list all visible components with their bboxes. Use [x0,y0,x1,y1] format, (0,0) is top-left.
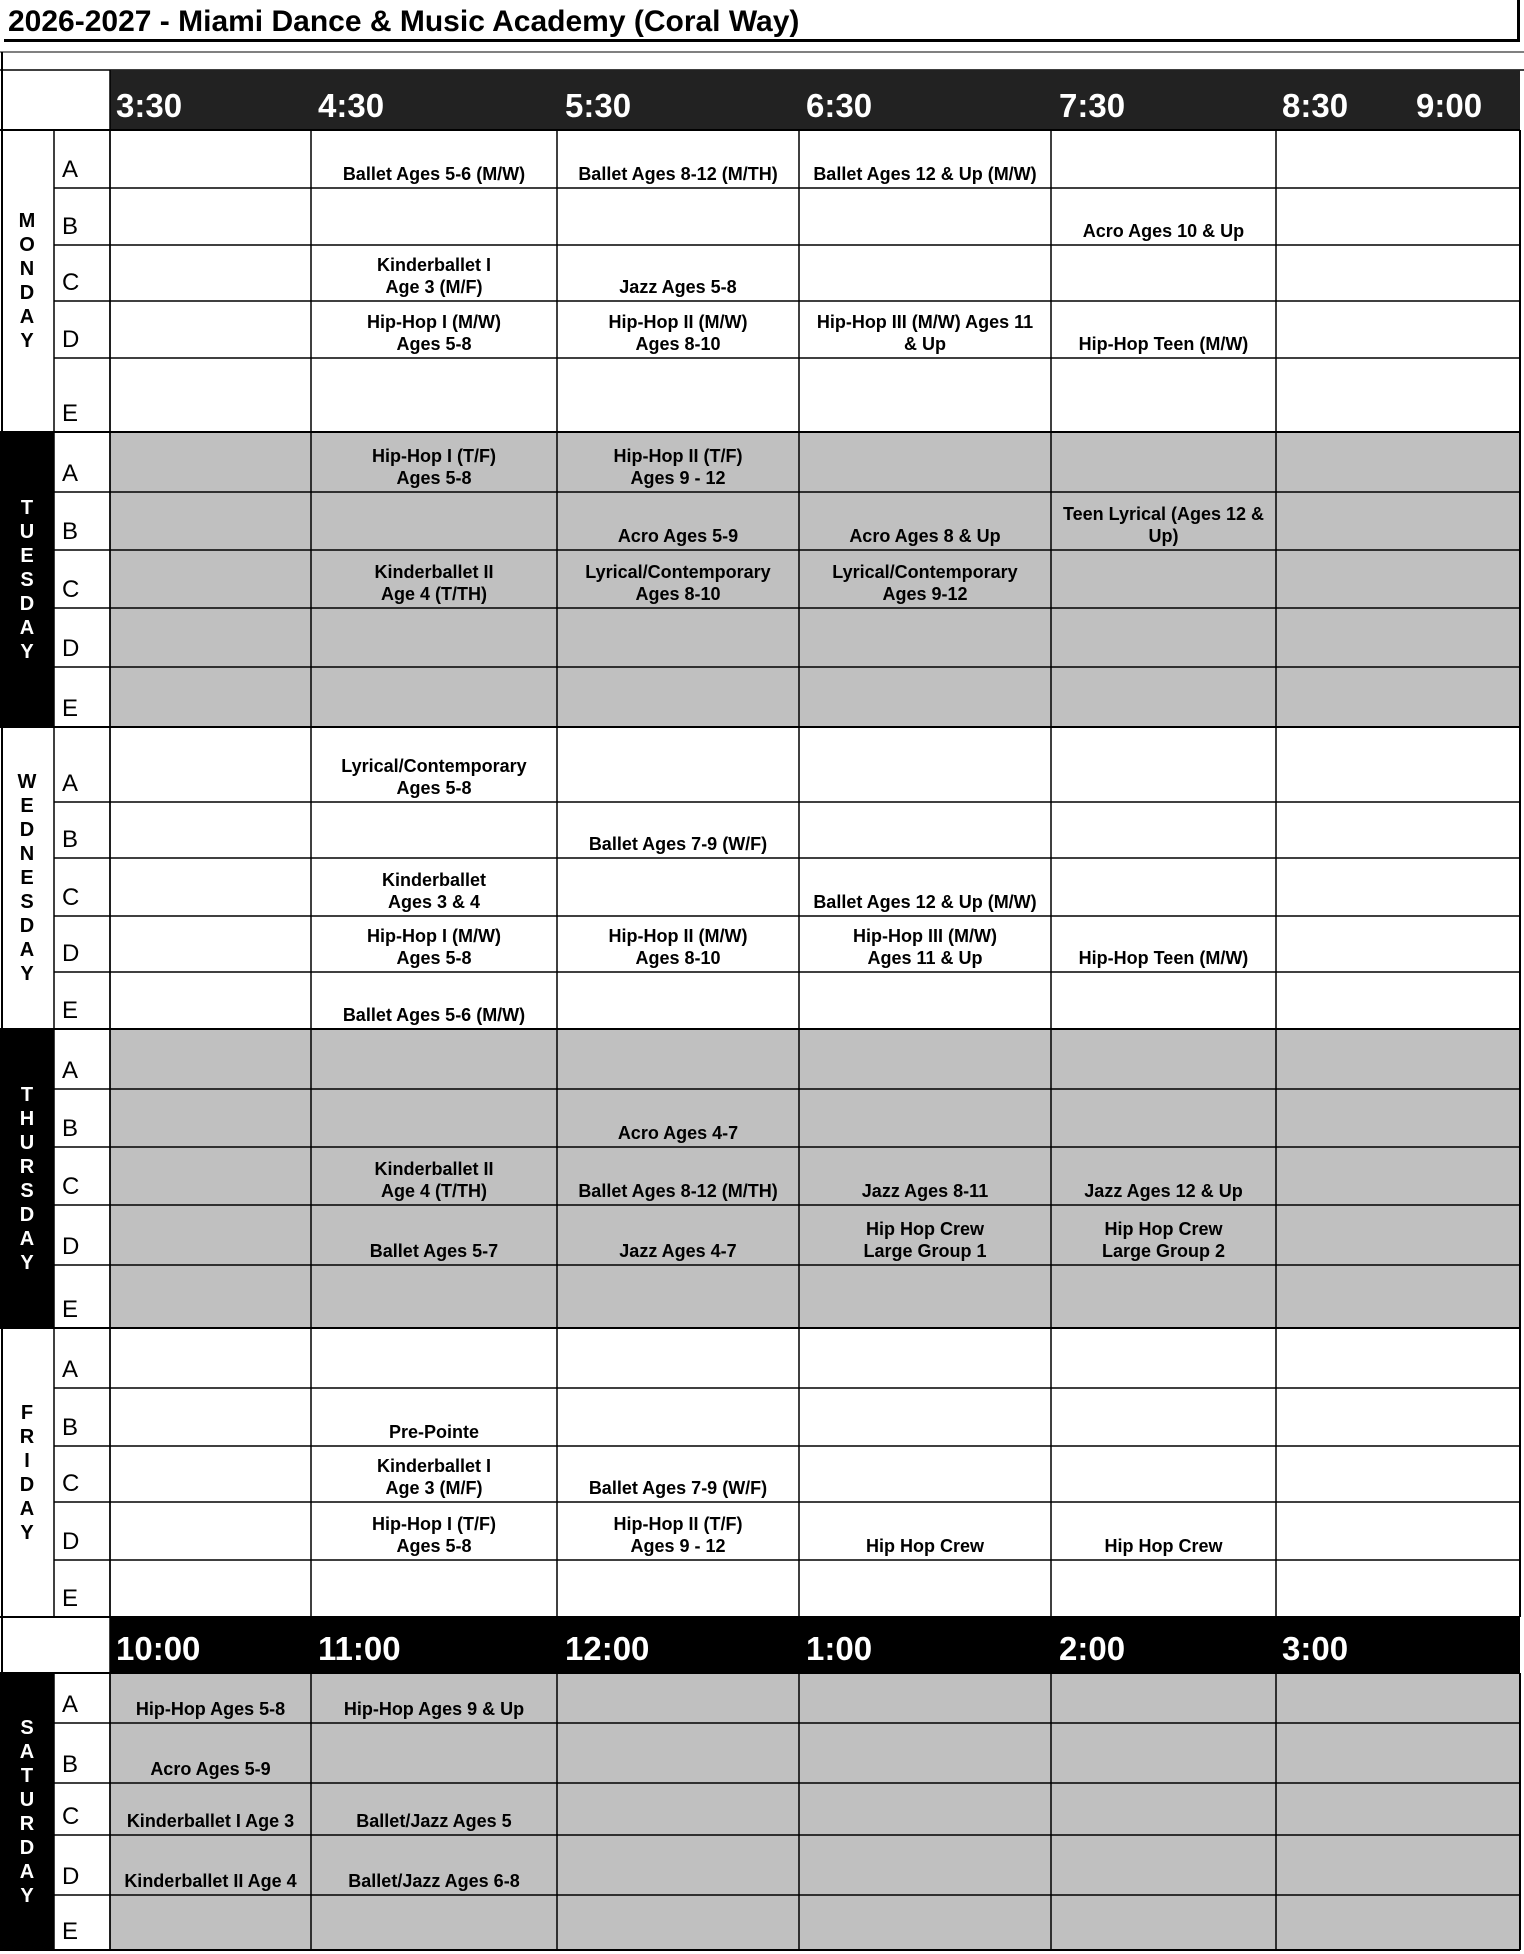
class-name: Acro Ages 10 & Up [1082,221,1245,241]
class-cell [311,1673,557,1723]
class-cell [799,1502,1051,1560]
day-letter: D [19,819,35,841]
room-label: B [62,213,79,240]
class-name: Kinderballet I Age 3 [126,1811,295,1831]
day-label-tuesday [0,432,54,727]
class-cell [1051,492,1276,550]
time-label: 10:00 [116,1630,201,1667]
class-cell [1051,1502,1276,1560]
day-label-wednesday [0,727,54,1029]
room-label: C [62,1803,80,1830]
class-name: Hip-Hop Teen (M/W) [1078,948,1249,968]
day-letter: Y [20,640,34,663]
day-letter: D [19,1203,35,1226]
time-label: 3:30 [116,87,183,124]
class-cell [557,1446,799,1502]
time-label: 2:00 [1059,1630,1126,1667]
class-cell [799,1147,1051,1205]
room-label: E [62,695,79,722]
day-letter: R [19,1155,35,1178]
day-label-monday [0,130,54,432]
class-cell [1051,301,1276,358]
room-label: C [62,1470,80,1497]
class-name: Hip-Hop I (T/F) Ages 5-8 [372,446,496,488]
class-name: Acro Ages 4-7 [617,1123,739,1143]
class-name: Ballet Ages 8-12 (M/TH) [578,1181,778,1201]
day-letter: F [20,1401,34,1424]
class-name: Hip-Hop III (M/W) Ages 11 & Up [816,312,1034,354]
class-name: Acro Ages 5-9 [150,1759,271,1779]
day-letter: A [19,306,35,328]
class-cell [311,1147,557,1205]
room-label: B [62,1115,79,1142]
class-name: Ballet Ages 12 & Up (M/W) [813,892,1037,912]
class-cell [557,492,799,550]
room-label: E [62,1918,79,1945]
page-title: 2026-2027 - Miami Dance & Music Academy (Coral Way) [4,0,1520,42]
room-label: C [62,576,80,603]
class-name: Kinderballet I Age 3 (M/F) [376,1456,492,1498]
class-name: Ballet/Jazz Ages 6-8 [348,1871,520,1891]
class-cell [799,492,1051,550]
class-cell [557,130,799,188]
day-letter: S [20,891,34,913]
room-label: C [62,884,80,911]
class-name: Hip Hop Crew [865,1536,984,1556]
time-label: 11:00 [318,1630,401,1667]
room-label: E [62,1585,79,1612]
class-name: Hip-Hop I (T/F) Ages 5-8 [372,1514,496,1556]
day-label-friday [0,1328,54,1617]
room-label: B [62,518,79,545]
day-label-saturday [0,1673,54,1950]
room-label: D [62,635,80,662]
class-name: Hip-Hop II (M/W) Ages 8-10 [608,926,748,968]
day-letter: Y [20,963,34,985]
class-name: Teen Lyrical (Ages 12 & Up) [1062,504,1265,546]
day-letter: Y [20,1884,34,1907]
class-name: Hip-Hop Ages 9 & Up [343,1699,525,1719]
class-name: Acro Ages 8 & Up [849,526,1001,546]
time-label: 3:00 [1282,1630,1349,1667]
day-letter: Y [20,330,34,352]
class-cell [557,1205,799,1265]
day-letter: U [19,520,35,543]
class-cell [557,432,799,492]
class-cell [311,916,557,972]
day-letter: A [19,1227,35,1250]
class-cell [1051,916,1276,972]
class-name: Acro Ages 5-9 [617,526,739,546]
day-letter: R [19,1425,35,1448]
class-cell [311,1446,557,1502]
class-name: Hip-Hop II (T/F) Ages 9 - 12 [613,1514,743,1556]
room-label: D [62,1233,80,1260]
class-name: Ballet Ages 5-6 (M/W) [342,164,526,184]
day-letter: S [20,1179,34,1202]
room-label: D [62,1863,80,1890]
time-label: 7:30 [1059,87,1126,124]
class-name: Kinderballet II Age 4 (T/TH) [374,1159,494,1201]
day-letter: T [20,496,34,519]
day-letter: E [20,867,34,889]
room-label: A [62,1691,79,1718]
class-cell [557,1089,799,1147]
class-name: Hip-Hop I (M/W) Ages 5-8 [367,926,501,968]
room-label: A [62,1356,79,1383]
time-label: 6:30 [806,87,873,124]
day-letter: D [19,1473,35,1496]
day-letter: O [19,234,35,256]
class-name: Ballet Ages 12 & Up (M/W) [813,164,1037,184]
class-cell [311,858,557,916]
class-cell [110,1673,311,1723]
class-name: Hip-Hop Ages 5-8 [135,1699,286,1719]
class-cell [557,245,799,301]
class-cell [799,916,1051,972]
day-letter: Y [20,1521,34,1544]
day-letter: A [19,1860,35,1883]
class-name: Hip-Hop II (M/W) Ages 8-10 [608,312,748,354]
class-cell [110,1835,311,1895]
class-name: Kinderballet II Age 4 (T/TH) [374,562,494,604]
class-cell [799,858,1051,916]
class-cell [311,972,557,1029]
room-label: B [62,826,79,853]
class-cell [557,301,799,358]
class-name: Jazz Ages 8-11 [861,1181,989,1201]
day-letter: A [19,939,35,961]
class-name: Ballet/Jazz Ages 5 [356,1811,512,1831]
day-letter: I [24,1449,30,1472]
class-cell [557,1502,799,1560]
class-cell [311,130,557,188]
day-letter: U [19,1788,35,1811]
time-label: 1:00 [806,1630,873,1667]
day-letter: A [19,1497,35,1520]
room-label: C [62,1173,80,1200]
class-name: Ballet Ages 8-12 (M/TH) [578,164,778,184]
class-name: Lyrical/Contemporary Ages 5-8 [341,756,527,798]
class-name: Hip-Hop III (M/W) Ages 11 & Up [853,926,997,968]
class-name: Jazz Ages 12 & Up [1084,1181,1243,1201]
time-label: 4:30 [318,87,385,124]
class-cell [311,550,557,608]
day-letter: T [20,1764,34,1787]
class-name: Lyrical/Contemporary Ages 8-10 [585,562,771,604]
class-cell [557,916,799,972]
class-name: Ballet Ages 5-7 [369,1241,499,1261]
room-label: E [62,400,79,427]
class-cell [1051,1205,1276,1265]
day-letter: Y [20,1251,34,1274]
class-cell [311,245,557,301]
room-label: E [62,997,79,1024]
day-letter: M [18,210,36,232]
time-label: 5:30 [565,87,632,124]
day-letter: E [20,544,34,567]
room-label: E [62,1296,79,1323]
time-label: 9:00 [1416,87,1483,124]
class-name: Jazz Ages 4-7 [619,1241,737,1261]
class-cell [557,1147,799,1205]
class-name: Lyrical/Contemporary Ages 9-12 [832,562,1018,604]
room-label: D [62,326,80,353]
day-letter: N [19,843,35,865]
class-cell [799,130,1051,188]
room-label: A [62,156,79,183]
day-letter: H [19,1107,35,1130]
class-name: Hip-Hop Teen (M/W) [1078,334,1249,354]
day-letter: T [20,1083,34,1106]
room-label: C [62,269,80,296]
class-cell [311,1502,557,1560]
class-cell [311,1835,557,1895]
room-label: A [62,460,79,487]
room-label: B [62,1414,79,1441]
class-cell [799,550,1051,608]
class-name: Jazz Ages 5-8 [619,277,737,297]
room-label: A [62,770,79,797]
class-name: Hip-Hop II (T/F) Ages 9 - 12 [613,446,743,488]
class-name: Hip Hop Crew [1104,1536,1223,1556]
class-cell [1051,1147,1276,1205]
day-letter: S [20,1716,34,1739]
day-label-thursday [0,1029,54,1328]
room-label: D [62,940,80,967]
day-letter: D [19,915,35,937]
class-name: Ballet Ages 5-6 (M/W) [342,1005,526,1025]
class-cell [1051,188,1276,245]
class-cell [557,550,799,608]
day-letter: A [19,616,35,639]
class-name: Hip Hop Crew Large Group 1 [863,1219,987,1261]
time-label: 12:00 [565,1630,650,1667]
class-name: Ballet Ages 7-9 (W/F) [588,834,768,854]
day-letter: N [19,258,35,280]
day-letter: E [20,795,34,817]
class-cell [110,1723,311,1783]
class-cell [311,432,557,492]
day-letter: U [19,1131,35,1154]
day-letter: S [20,568,34,591]
class-cell [311,727,557,802]
day-letter: D [19,1836,35,1859]
class-name: Hip-Hop I (M/W) Ages 5-8 [367,312,501,354]
class-cell [799,1205,1051,1265]
class-cell [311,1205,557,1265]
class-name: Pre-Pointe [388,1422,480,1442]
room-label: A [62,1057,79,1084]
class-cell [799,301,1051,358]
day-letter: D [19,592,35,615]
room-label: D [62,1528,80,1555]
class-name: Ballet Ages 7-9 (W/F) [588,1478,768,1498]
day-letter: W [17,771,37,793]
class-name: Kinderballet II Age 4 [124,1871,297,1891]
class-cell [557,802,799,858]
class-name: Kinderballet Ages 3 & 4 [381,870,487,912]
class-cell [311,1783,557,1835]
day-letter: D [19,282,35,304]
day-letter: R [19,1812,35,1835]
class-cell [311,301,557,358]
class-cell [311,1388,557,1446]
day-letter: A [19,1740,35,1763]
class-cell [110,1783,311,1835]
time-label: 8:30 [1282,87,1349,124]
room-label: B [62,1751,79,1778]
class-name: Hip Hop Crew Large Group 2 [1101,1219,1226,1261]
class-name: Kinderballet I Age 3 (M/F) [376,255,492,297]
